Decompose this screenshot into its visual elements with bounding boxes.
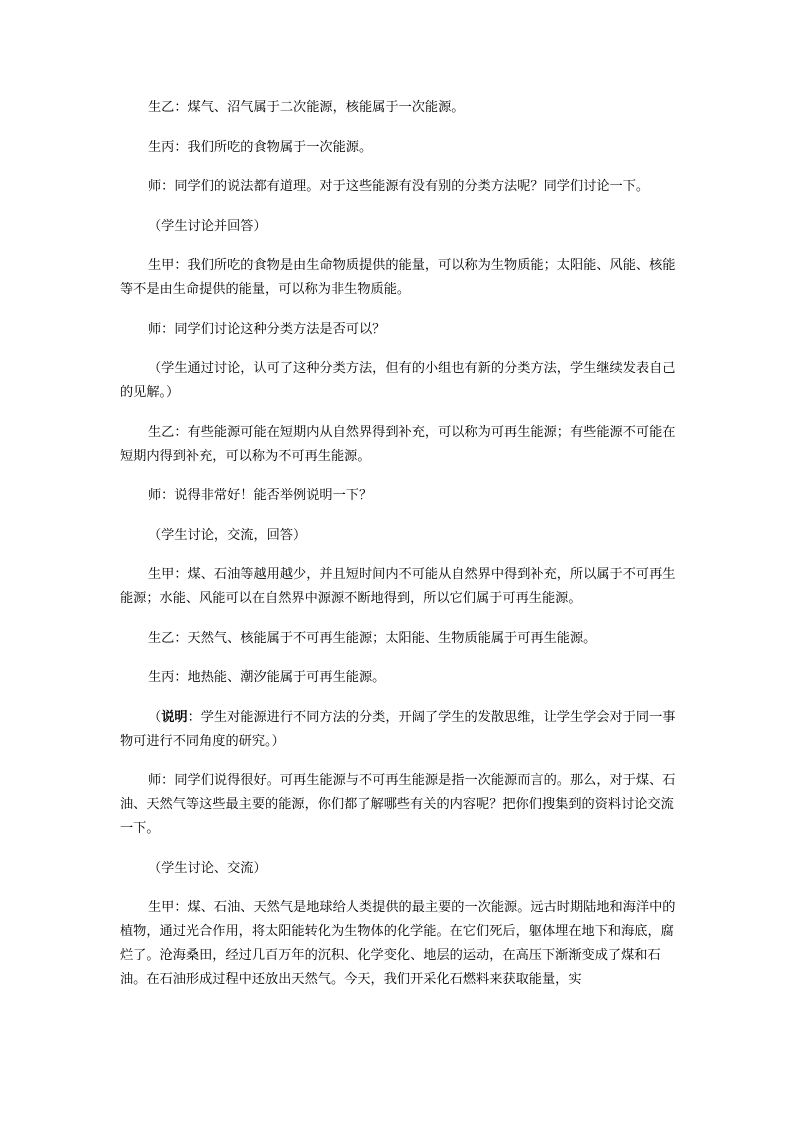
paragraph-14: 师：同学们说得很好。可再生能源与不可再生能源是指一次能源而言的。那么，对于煤、石油、天然气等这些最主要的能源，你们都了解哪些有关的内容呢？把你们搜集到的资料讨论交流一下。 [120, 773, 676, 836]
paragraph-8: 生乙：有些能源可能在短期内从自然界得到补充，可以称为可再生能源；有些能源不可能在短期内得到补充，可以称为不可再生能源。 [120, 424, 676, 464]
paragraph-16: 生甲：煤、石油、天然气是地球给人类提供的最主要的一次能源。远古时期陆地和海洋中的植物，通过光合作用，将太阳能转化为生物体的化学能。在它们死后，躯体埋在地下和海底，腐烂了。沧海桑田，经过几百万年的沉积、化学变化、地层的运动，在高压下渐渐变成了煤和石油。在石油形成过程中还放出天然气。今天，我们开采化石燃料来获取能量，实 [120, 900, 676, 987]
paragraph-11: 生甲：煤、石油等越用越少，并且短时间内不可能从自然界中得到补充，所以属于不可再生能源；水能、风能可以在自然界中源源不断地得到，所以它们属于可再生能源。 [120, 567, 676, 606]
note-label: 说明 [161, 709, 188, 725]
paragraph-13: 生丙：地热能、潮汐能属于可再生能源。 [148, 670, 386, 685]
paragraph-6: 师：同学们讨论这种分类方法是否可以？ [148, 321, 386, 337]
paragraph-2: 生丙：我们所吃的食物属于一次能源。 [148, 139, 373, 155]
paragraph-12: 生乙：天然气、核能属于不可再生能源；太阳能、生物质能属于可再生能源。 [148, 630, 597, 646]
paragraph-4: （学生讨论并回答） [148, 218, 267, 234]
paragraph-1: 生乙：煤气、沼气属于二次能源，核能属于一次能源。 [148, 100, 465, 115]
note-paragraph [120, 706, 676, 754]
note-text: ：学生对能源进行不同方法的分类，开阔了学生的发散思维，让学生学会对于同一事物可进行不同角度的研究。） [120, 709, 676, 749]
paragraph-9: 师：说得非常好！能否举例说明一下？ [148, 488, 373, 503]
paragraph-5: 生甲：我们所吃的食物是由生命物质提供的能量，可以称为生物质能；太阳能、风能、核能等不是由生命提供的能量，可以称为非生物质能。 [120, 258, 676, 297]
document-page [120, 96, 676, 1008]
paragraph-10: （学生讨论，交流，回答） [148, 527, 307, 543]
note-open: （ [148, 709, 162, 725]
paragraph-15: （学生讨论、交流） [148, 860, 267, 876]
paragraph-7: （学生通过讨论，认可了这种分类方法，但有的小组也有新的分类方法，学生继续发表自己的见解。） [120, 361, 676, 400]
paragraph-3: 师：同学们的说法都有道理。对于这些能源有没有别的分类方法呢？同学们讨论一下。 [148, 179, 650, 194]
